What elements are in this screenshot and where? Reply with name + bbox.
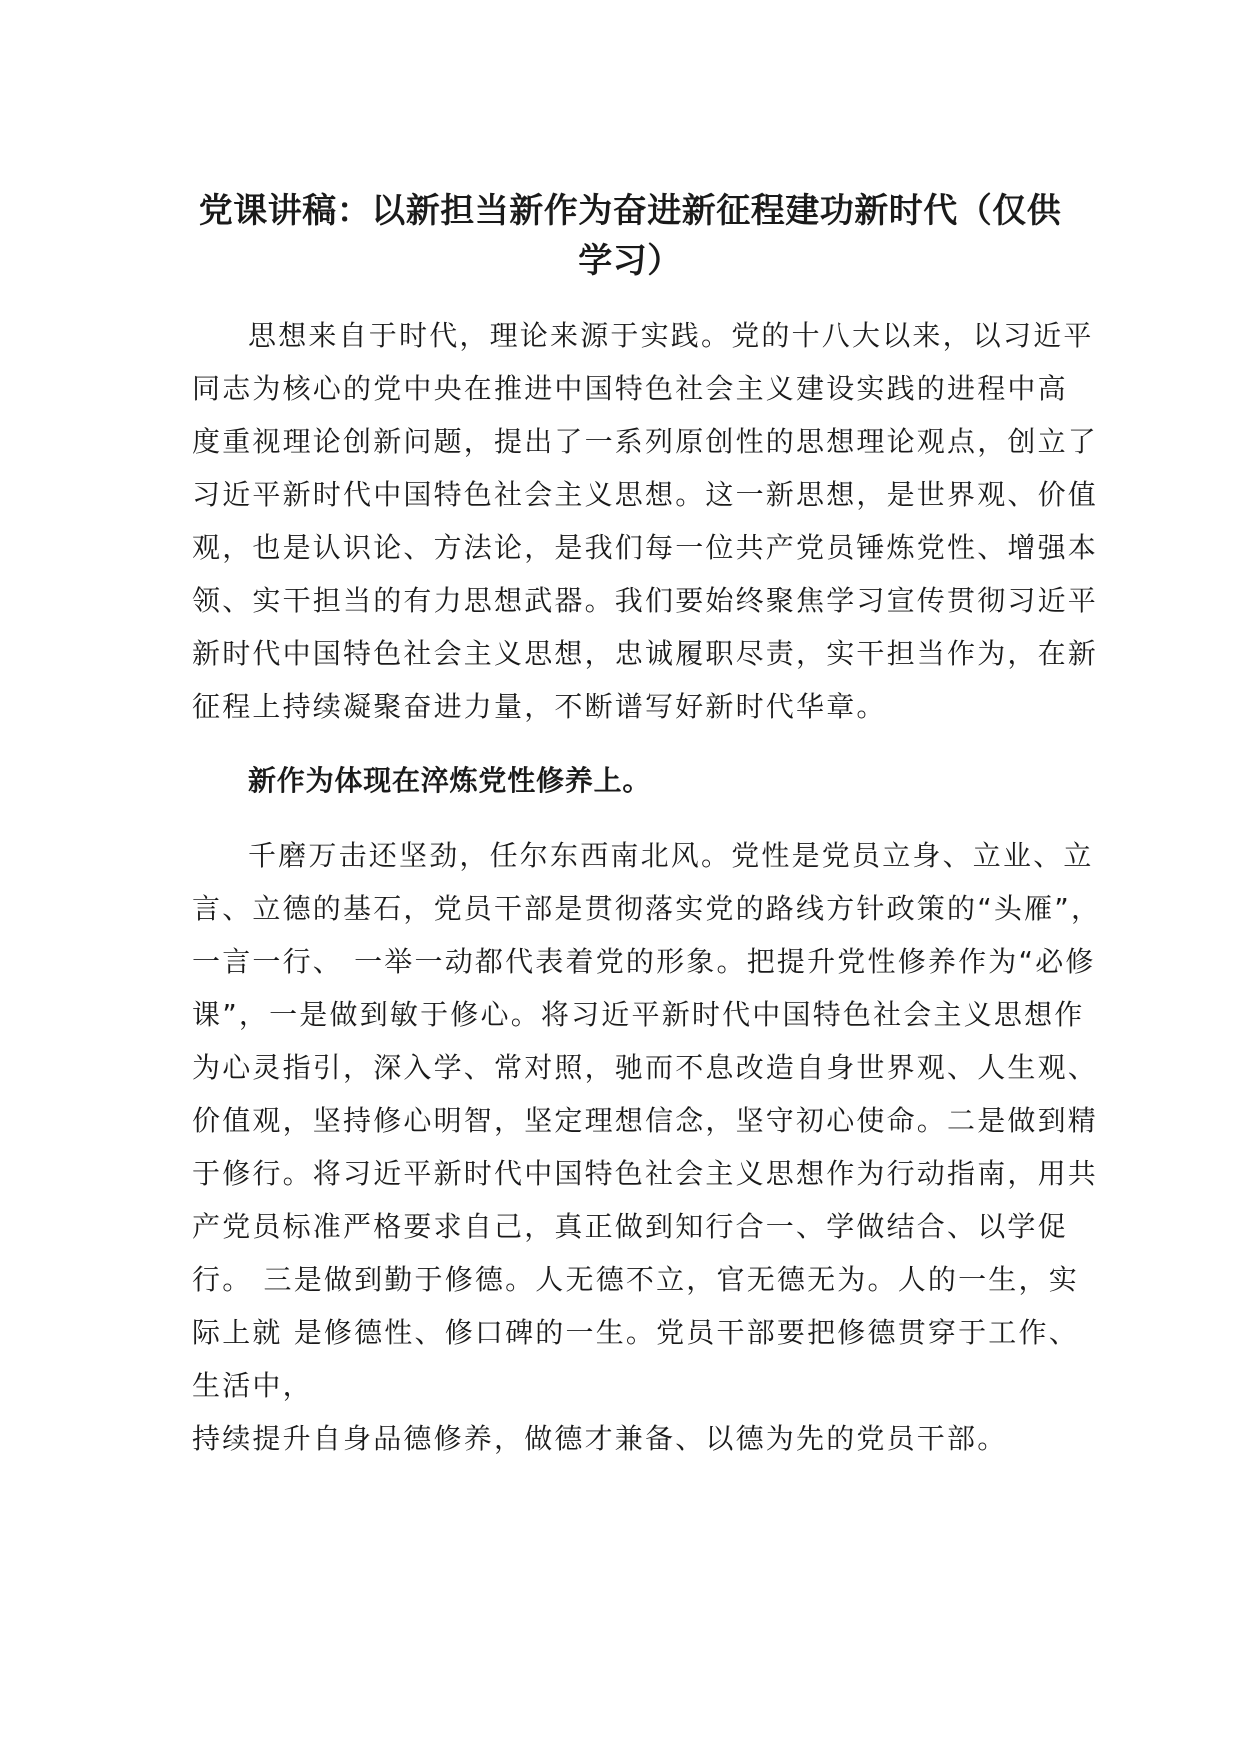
paragraph-line: 课”，一是做到敏于修心。将习近平新时代中国特色社会主义思想作 [192, 998, 1085, 1031]
paragraph-line: 为心灵指引，深入学、常对照，驰而不息改造自身世界观、人生观、 [192, 1051, 1099, 1084]
paragraph-line: 度重视理论创新问题，提出了一系列原创性的思想理论观点，创立了 [192, 425, 1099, 458]
paragraph-line: 征程上持续凝聚奋进力量，不断谱写好新时代华章。 [192, 690, 887, 723]
paragraph-line: 千磨万击还坚劲，任尔东西南北风。党性是党员立身、立业、立 [248, 839, 1094, 872]
paragraph-line: 思想来自于时代，理论来源于实践。党的十八大以来，以习近平 [248, 319, 1094, 352]
section-subheading: 新作为体现在淬炼党性修养上。 [248, 764, 652, 797]
paragraph-line: 际上就 是修德性、修口碑的一生。党员干部要把修德贯穿于工作、 [192, 1316, 1079, 1349]
paragraph-line: 同志为核心的党中央在推进中国特色社会主义建设实践的进程中高 [192, 372, 1068, 405]
paragraph-line: 观，也是认识论、方法论，是我们每一位共产党员锤炼党性、增强本 [192, 531, 1099, 564]
paragraph-line: 领、实干担当的有力思想武器。我们要始终聚焦学习宣传贯彻习近平 [192, 584, 1099, 617]
paragraph-line: 价值观，坚持修心明智，坚定理想信念，坚守初心使命。二是做到精 [192, 1104, 1099, 1137]
paragraph-line: 持续提升自身品德修养，做德才兼备、以德为先的党员干部。 [192, 1422, 1008, 1455]
paragraph-line: 产党员标准严格要求自己，真正做到知行合一、学做结合、以学促 [192, 1210, 1068, 1243]
paragraph-line: 言、立德的基石，党员干部是贯彻落实党的路线方针政策的“头雁”， [192, 892, 1102, 925]
paragraph-line: 习近平新时代中国特色社会主义思想。这一新思想，是世界观、价值 [192, 478, 1099, 511]
paragraph-line: 一言一行、 一举一动都代表着党的形象。把提升党性修养作为“必修 [192, 945, 1096, 978]
paragraph-line: 生活中， [192, 1369, 313, 1402]
paragraph-line: 行。 三是做到勤于修德。人无德不立，官无德无为。人的一生，实 [192, 1263, 1079, 1296]
paragraph-line: 于修行。将习近平新时代中国特色社会主义思想作为行动指南，用共 [192, 1157, 1099, 1190]
paragraph-line: 新时代中国特色社会主义思想，忠诚履职尽责，实干担当作为，在新 [192, 637, 1099, 670]
document-title: 党课讲稿：以新担当新作为奋进新征程建功新时代（仅供学习） [198, 191, 1062, 281]
